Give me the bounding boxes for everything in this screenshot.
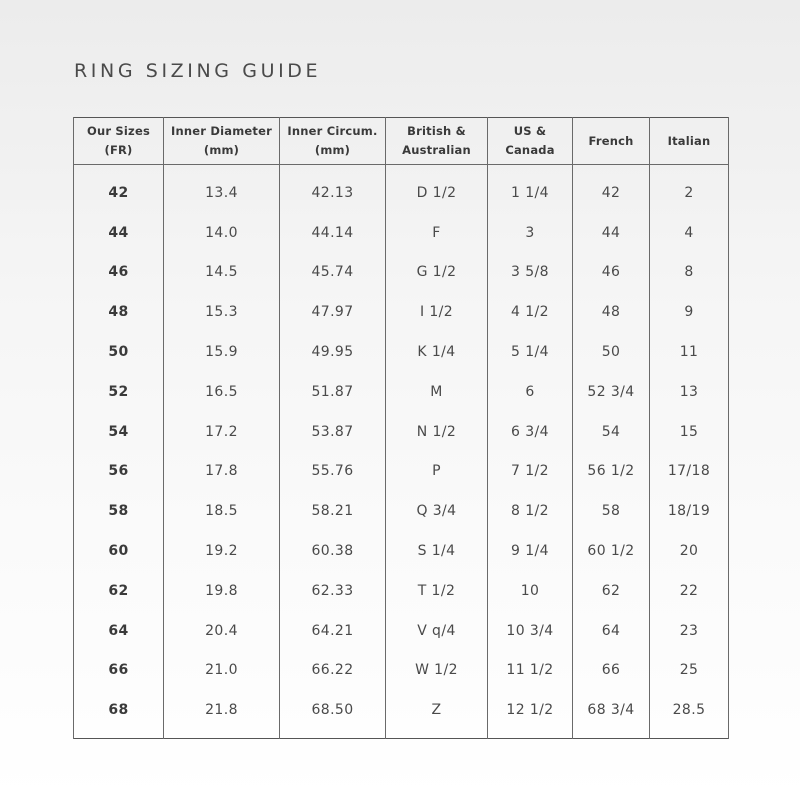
cell-value: 12 1/2 <box>506 702 554 719</box>
us-canada-header <box>488 118 573 165</box>
french-cell <box>573 332 650 372</box>
british-australian-cell <box>386 611 488 651</box>
cell-value: 66 <box>108 662 129 679</box>
cell-value: 62 <box>108 582 129 599</box>
us-canada-cell <box>488 531 573 571</box>
cell-value: 46 <box>601 264 621 281</box>
table-row <box>74 372 729 412</box>
inner-diameter-cell <box>164 611 280 651</box>
cell-value: 1 1/4 <box>511 184 549 201</box>
italian-cell <box>650 452 729 492</box>
french-cell <box>573 292 650 332</box>
inner-circumference-cell <box>280 253 386 293</box>
cell-value: 64 <box>601 622 621 639</box>
british-australian-cell <box>386 531 488 571</box>
table-row <box>74 690 729 738</box>
cell-value: 62 <box>601 582 621 599</box>
french-header <box>573 118 650 165</box>
cell-value: 62.33 <box>311 582 354 599</box>
british-australian-cell <box>386 165 488 213</box>
inner-circumference-cell <box>280 611 386 651</box>
cell-value: 52 <box>108 383 129 400</box>
cell-value: 17.2 <box>205 423 238 440</box>
british-australian-cell <box>386 690 488 738</box>
header-label-line: French <box>588 133 634 148</box>
inner-diameter-cell <box>164 253 280 293</box>
cell-value: M <box>430 383 443 400</box>
table-row <box>74 332 729 372</box>
cell-value: 20.4 <box>205 622 238 639</box>
cell-value: 52 3/4 <box>587 383 635 400</box>
cell-value: 51.87 <box>311 383 354 400</box>
italian-header <box>650 118 729 165</box>
cell-value: 42 <box>108 184 129 201</box>
size-fr-cell <box>74 611 164 651</box>
cell-value: Q 3/4 <box>416 503 457 520</box>
header-label-line: Australian <box>402 143 471 157</box>
page-title: RING SIZING GUIDE <box>74 60 322 82</box>
cell-value: 8 1/2 <box>511 503 549 520</box>
cell-value: G 1/2 <box>416 264 457 281</box>
cell-value: 48 <box>108 304 129 321</box>
french-cell <box>573 491 650 531</box>
table-body <box>74 165 729 739</box>
header-label-line: Inner Diameter <box>171 124 272 138</box>
cell-value: 68 <box>108 702 129 719</box>
size-fr-cell <box>74 571 164 611</box>
size-fr-cell <box>74 531 164 571</box>
cell-value: 46 <box>108 264 129 281</box>
italian-cell <box>650 611 729 651</box>
italian-cell <box>650 412 729 452</box>
table-row <box>74 213 729 253</box>
header-label-line: Canada <box>505 143 555 157</box>
cell-value: 47.97 <box>311 304 354 321</box>
cell-value: 6 <box>525 383 535 400</box>
cell-value: 9 1/4 <box>511 543 549 560</box>
cell-value: 55.76 <box>311 463 354 480</box>
inner-circumference-cell <box>280 491 386 531</box>
french-cell <box>573 372 650 412</box>
inner-circumference-cell <box>280 412 386 452</box>
cell-value: 64 <box>108 622 129 639</box>
cell-value: 9 <box>684 304 694 321</box>
header-label-line: (mm) <box>203 143 240 157</box>
inner-diameter-cell <box>164 372 280 412</box>
inner-diameter-cell <box>164 412 280 452</box>
italian-cell <box>650 213 729 253</box>
italian-cell <box>650 292 729 332</box>
cell-value: 60 <box>108 543 129 560</box>
italian-cell <box>650 571 729 611</box>
cell-value: 13.4 <box>205 184 238 201</box>
french-cell <box>573 412 650 452</box>
french-cell <box>573 531 650 571</box>
cell-value: 23 <box>679 622 699 639</box>
italian-cell <box>650 491 729 531</box>
us-canada-cell <box>488 571 573 611</box>
inner-circumference-cell <box>280 372 386 412</box>
cell-value: 15 <box>679 423 699 440</box>
header-label-line: US & <box>513 124 547 138</box>
cell-value: 3 5/8 <box>511 264 549 281</box>
cell-value: 19.2 <box>205 543 238 560</box>
inner-circumference-cell <box>280 292 386 332</box>
cell-value: 17/18 <box>667 463 711 480</box>
cell-value: I 1/2 <box>419 304 454 321</box>
french-cell <box>573 571 650 611</box>
french-cell <box>573 611 650 651</box>
header-label-line: Our Sizes <box>86 124 150 138</box>
cell-value: 4 1/2 <box>511 304 549 321</box>
inner-circumference-cell <box>280 332 386 372</box>
inner-circumference-cell <box>280 690 386 738</box>
us-canada-cell <box>488 412 573 452</box>
cell-value: 54 <box>108 423 129 440</box>
inner-diameter-cell <box>164 531 280 571</box>
cell-value: 25 <box>679 662 699 679</box>
british-australian-cell <box>386 372 488 412</box>
british-australian-header <box>386 118 488 165</box>
cell-value: 10 <box>520 582 540 599</box>
cell-value: 19.8 <box>205 582 238 599</box>
cell-value: 53.87 <box>311 423 354 440</box>
header-label-line: British & <box>407 124 466 138</box>
header-label-line: (FR) <box>104 143 133 157</box>
british-australian-cell <box>386 571 488 611</box>
us-canada-cell <box>488 292 573 332</box>
french-cell <box>573 690 650 738</box>
cell-value: 22 <box>679 582 699 599</box>
us-canada-cell <box>488 165 573 213</box>
cell-value: S 1/4 <box>417 543 456 560</box>
british-australian-cell <box>386 452 488 492</box>
cell-value: 60.38 <box>311 543 354 560</box>
cell-value: 42.13 <box>311 184 354 201</box>
us-canada-cell <box>488 332 573 372</box>
table-row <box>74 491 729 531</box>
us-canada-cell <box>488 491 573 531</box>
italian-cell <box>650 165 729 213</box>
us-canada-cell <box>488 253 573 293</box>
inner-circumference-cell <box>280 651 386 691</box>
size-fr-cell <box>74 452 164 492</box>
table-row <box>74 452 729 492</box>
cell-value: 17.8 <box>205 463 238 480</box>
french-cell <box>573 651 650 691</box>
cell-value: 56 1/2 <box>587 463 635 480</box>
cell-value: 14.5 <box>205 264 238 281</box>
cell-value: V q/4 <box>417 622 456 639</box>
british-australian-cell <box>386 292 488 332</box>
us-canada-cell <box>488 690 573 738</box>
cell-value: 50 <box>108 344 129 361</box>
cell-value: 10 3/4 <box>506 622 554 639</box>
cell-value: 68.50 <box>311 702 354 719</box>
ring-size-table <box>73 117 729 739</box>
inner-diameter-cell <box>164 491 280 531</box>
us-canada-cell <box>488 213 573 253</box>
cell-value: Z <box>431 702 442 719</box>
italian-cell <box>650 372 729 412</box>
size-fr-cell <box>74 651 164 691</box>
size-fr-cell <box>74 372 164 412</box>
italian-cell <box>650 332 729 372</box>
inner-diameter-cell <box>164 292 280 332</box>
inner-diameter-cell <box>164 213 280 253</box>
french-cell <box>573 165 650 213</box>
inner-diameter-cell <box>164 332 280 372</box>
size-fr-cell <box>74 690 164 738</box>
header-label-line: Italian <box>667 133 711 148</box>
inner-diameter-cell <box>164 690 280 738</box>
british-australian-cell <box>386 651 488 691</box>
inner-diameter-cell <box>164 651 280 691</box>
italian-cell <box>650 253 729 293</box>
cell-value: 48 <box>601 304 621 321</box>
cell-value: 44 <box>108 224 129 241</box>
inner-diameter-cell <box>164 165 280 213</box>
cell-value: 13 <box>679 383 699 400</box>
french-cell <box>573 452 650 492</box>
cell-value: P <box>432 463 441 480</box>
inner-circumference-cell <box>280 165 386 213</box>
british-australian-cell <box>386 213 488 253</box>
cell-value: T 1/2 <box>417 582 456 599</box>
size-fr-cell <box>74 213 164 253</box>
british-australian-cell <box>386 412 488 452</box>
table-row <box>74 651 729 691</box>
us-canada-cell <box>488 372 573 412</box>
cell-value: 8 <box>684 264 694 281</box>
table-row <box>74 571 729 611</box>
italian-cell <box>650 531 729 571</box>
size-fr-cell <box>74 412 164 452</box>
size-fr-cell <box>74 491 164 531</box>
cell-value: 3 <box>525 224 535 241</box>
cell-value: 54 <box>601 423 621 440</box>
cell-value: 58.21 <box>311 503 354 520</box>
cell-value: 14.0 <box>205 224 238 241</box>
cell-value: 7 1/2 <box>511 463 549 480</box>
cell-value: K 1/4 <box>417 344 456 361</box>
table-row <box>74 611 729 651</box>
cell-value: N 1/2 <box>416 423 457 440</box>
cell-value: 6 3/4 <box>511 423 549 440</box>
cell-value: 16.5 <box>205 383 238 400</box>
cell-value: 15.3 <box>205 304 238 321</box>
table-row <box>74 531 729 571</box>
cell-value: 66.22 <box>311 662 354 679</box>
british-australian-cell <box>386 491 488 531</box>
cell-value: 56 <box>108 463 129 480</box>
inner-circumference-cell <box>280 213 386 253</box>
table-header-row <box>74 118 729 165</box>
cell-value: 18.5 <box>205 503 238 520</box>
cell-value: 49.95 <box>311 344 354 361</box>
cell-value: 64.21 <box>311 622 354 639</box>
us-canada-cell <box>488 452 573 492</box>
cell-value: 11 1/2 <box>506 662 554 679</box>
cell-value: F <box>432 224 441 241</box>
cell-value: 28.5 <box>672 702 706 719</box>
cell-value: 50 <box>601 344 621 361</box>
cell-value: D 1/2 <box>416 184 457 201</box>
table-row <box>74 165 729 213</box>
inner-circumference-header <box>280 118 386 165</box>
cell-value: 21.8 <box>205 702 238 719</box>
cell-value: W 1/2 <box>415 662 458 679</box>
cell-value: 18/19 <box>667 503 711 520</box>
size-fr-cell <box>74 165 164 213</box>
italian-cell <box>650 690 729 738</box>
size-fr-cell <box>74 332 164 372</box>
cell-value: 44.14 <box>311 224 354 241</box>
cell-value: 5 1/4 <box>511 344 549 361</box>
cell-value: 11 <box>679 344 699 361</box>
cell-value: 2 <box>684 184 694 201</box>
cell-value: 44 <box>601 224 621 241</box>
us-canada-cell <box>488 651 573 691</box>
french-cell <box>573 213 650 253</box>
italian-cell <box>650 651 729 691</box>
our-sizes-header <box>74 118 164 165</box>
cell-value: 21.0 <box>205 662 238 679</box>
inner-circumference-cell <box>280 571 386 611</box>
cell-value: 60 1/2 <box>587 543 635 560</box>
cell-value: 45.74 <box>311 264 354 281</box>
cell-value: 20 <box>679 543 699 560</box>
inner-circumference-cell <box>280 452 386 492</box>
header-label-line: Inner Circum. <box>287 124 378 138</box>
british-australian-cell <box>386 253 488 293</box>
inner-diameter-header <box>164 118 280 165</box>
cell-value: 58 <box>108 503 129 520</box>
table-row <box>74 292 729 332</box>
table-row <box>74 412 729 452</box>
french-cell <box>573 253 650 293</box>
cell-value: 58 <box>601 503 621 520</box>
us-canada-cell <box>488 611 573 651</box>
cell-value: 68 3/4 <box>587 702 635 719</box>
cell-value: 42 <box>601 184 621 201</box>
cell-value: 15.9 <box>205 344 238 361</box>
table-row <box>74 253 729 293</box>
british-australian-cell <box>386 332 488 372</box>
cell-value: 66 <box>601 662 621 679</box>
inner-diameter-cell <box>164 571 280 611</box>
size-fr-cell <box>74 292 164 332</box>
header-label-line: (mm) <box>314 143 351 157</box>
cell-value: 4 <box>684 224 694 241</box>
size-fr-cell <box>74 253 164 293</box>
inner-diameter-cell <box>164 452 280 492</box>
inner-circumference-cell <box>280 531 386 571</box>
